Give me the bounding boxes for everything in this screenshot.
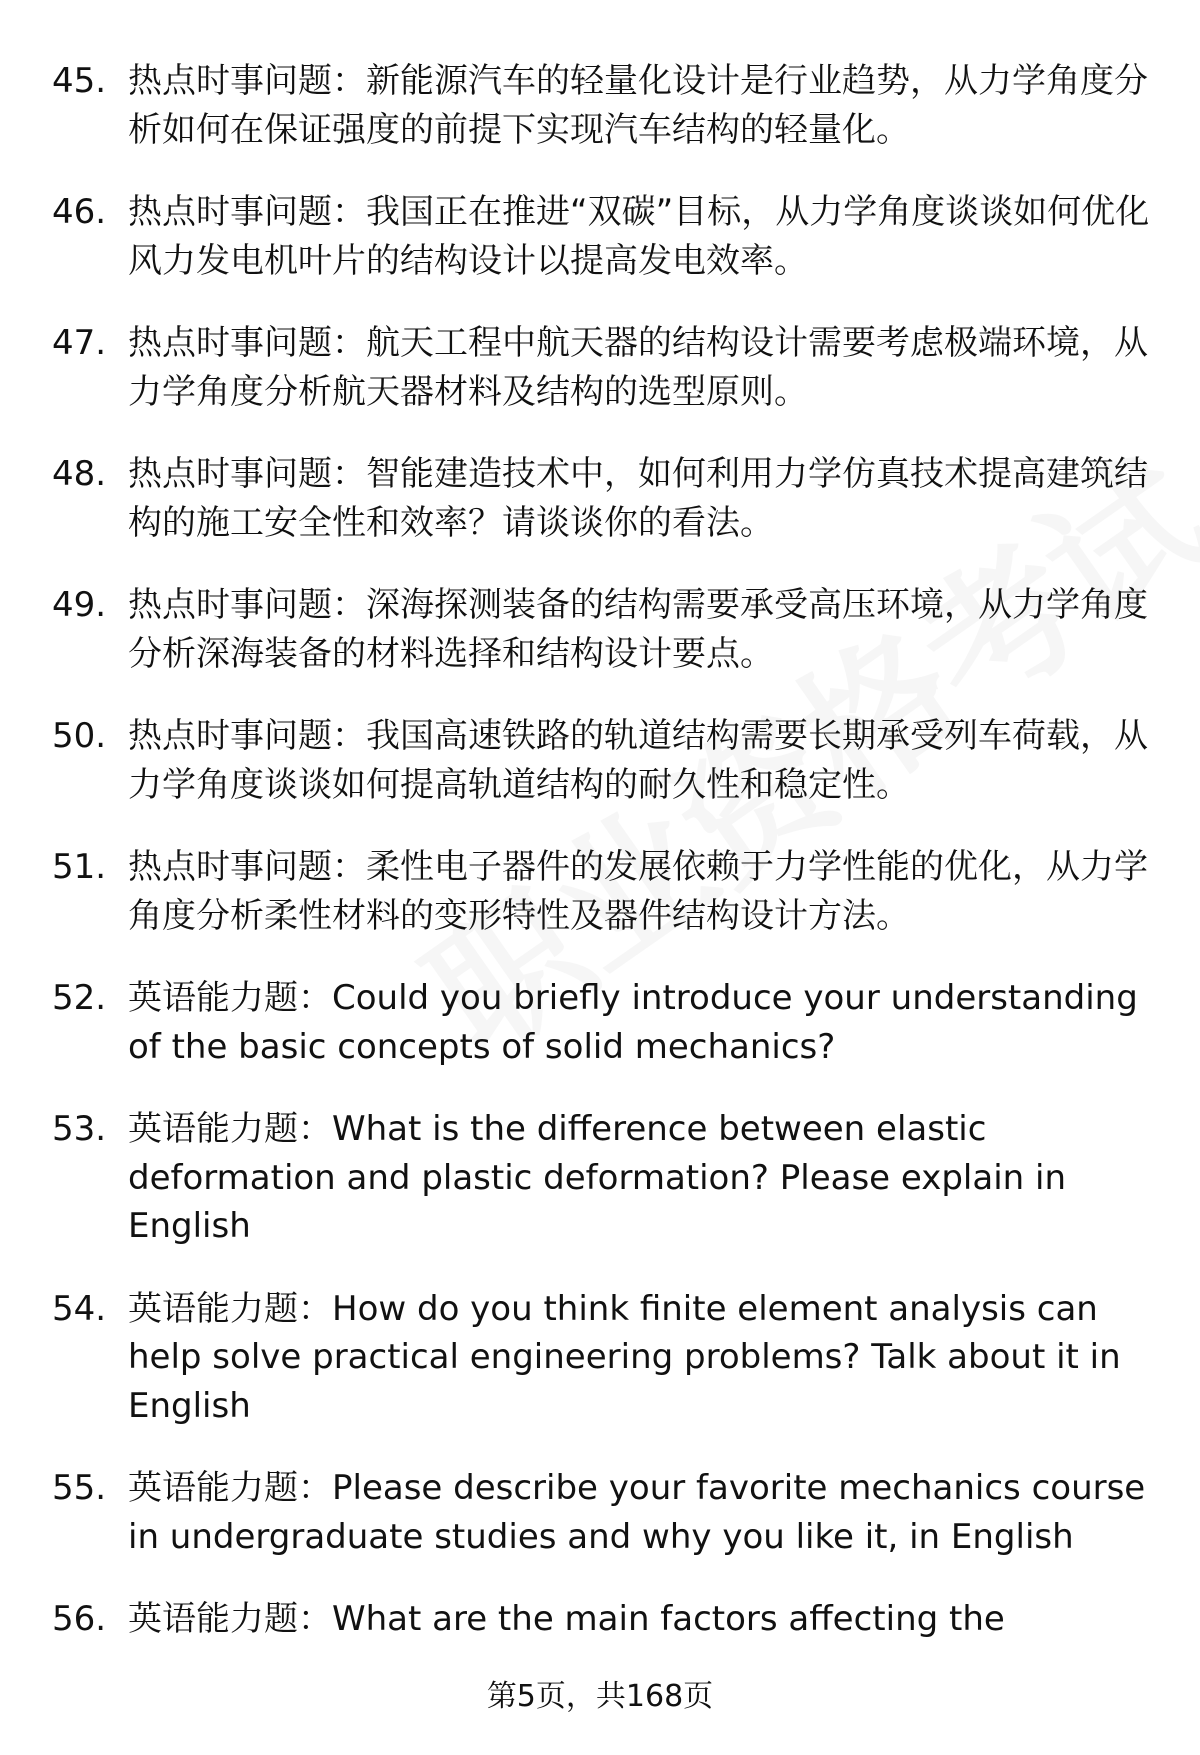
question-item [0,1105,1200,1251]
question-item [0,1595,1200,1644]
question-text [128,57,1160,154]
question-number: 54. [52,1288,107,1329]
question-body: 柔性电子器件的发展依赖于力学性能的优化，从力学角度分析柔性材料的变形特性及器件结构设计方法。 [128,847,1148,936]
question-number: 55. [52,1468,107,1508]
question-category: 热点时事问题 [128,192,332,232]
question-category: 热点时事问题 [128,323,332,363]
question-item [0,581,1200,678]
question-text [128,1595,1160,1644]
question-separator: ： [298,1599,332,1639]
question-list [0,57,1200,1678]
question-item [0,319,1200,416]
question-number: 51. [52,847,107,887]
question-item [0,1464,1200,1561]
question-item [0,974,1200,1071]
question-number: 50. [52,716,107,756]
question-separator: ： [298,1109,332,1149]
question-number: 47. [52,323,107,363]
question-body: 深海探测装备的结构需要承受高压环境，从力学角度分析深海装备的材料选择和结构设计要点。 [128,585,1148,674]
question-separator: ： [332,323,366,363]
question-text [128,1285,1160,1431]
question-text [128,974,1160,1071]
question-category: 热点时事问题 [128,585,332,625]
question-item [0,1285,1200,1431]
question-category: 英语能力题 [128,1288,298,1329]
question-body: What are the main factors affecting the [332,1599,1005,1639]
question-category: 热点时事问题 [128,454,332,494]
question-text [128,843,1160,940]
question-category: 热点时事问题 [128,61,332,101]
question-body: What is the difference between elastic deformation and plastic deformation? Please explain in English [128,1109,1067,1246]
question-item [0,450,1200,547]
question-text [128,1464,1160,1561]
question-separator: ： [298,1288,332,1329]
question-text [128,712,1160,809]
question-number: 53. [52,1109,107,1149]
question-category: 热点时事问题 [128,716,332,756]
question-text [128,188,1160,285]
question-separator: ： [332,585,366,625]
question-category: 热点时事问题 [128,847,332,887]
question-separator: ： [332,847,366,887]
question-body: How do you think finite element analysis can help solve practical engineering problems? Talk about it in English [128,1288,1121,1426]
question-body: 智能建造技术中，如何利用力学仿真技术提高建筑结构的施工安全性和效率？请谈谈你的看法。 [128,454,1148,543]
question-number: 45. [52,61,107,101]
question-separator: ： [332,192,366,232]
question-category: 英语能力题 [128,1109,298,1149]
question-item [0,712,1200,809]
question-category: 英语能力题 [128,978,298,1018]
question-body: Could you briefly introduce your understanding of the basic concepts of solid mechanics? [128,978,1138,1067]
question-body: Please describe your favorite mechanics course in undergraduate studies and why you like it, in English [128,1468,1146,1557]
question-category: 英语能力题 [128,1599,298,1639]
question-number: 56. [52,1599,107,1639]
question-number: 48. [52,454,107,494]
question-text [128,450,1160,547]
question-body: 新能源汽车的轻量化设计是行业趋势，从力学角度分析如何在保证强度的前提下实现汽车结构的轻量化。 [128,61,1148,150]
question-separator: ： [332,61,366,101]
page-number-footer: 第5页，共168页 [486,1679,714,1714]
question-number: 49. [52,585,107,625]
question-separator: ： [298,1468,332,1508]
question-separator: ： [332,716,366,756]
question-category: 英语能力题 [128,1468,298,1508]
question-text [128,1105,1160,1251]
question-number: 46. [52,192,107,232]
question-item [0,843,1200,940]
question-item [0,188,1200,285]
question-body: 航天工程中航天器的结构设计需要考虑极端环境，从力学角度分析航天器材料及结构的选型原则。 [128,323,1148,412]
question-item [0,57,1200,154]
question-number: 52. [52,978,107,1018]
question-text [128,319,1160,416]
question-body: 我国高速铁路的轨道结构需要长期承受列车荷载，从力学角度谈谈如何提高轨道结构的耐久性和稳定性。 [128,716,1148,805]
question-separator: ： [332,454,366,494]
question-body: 我国正在推进“双碳”目标，从力学角度谈谈如何优化风力发电机叶片的结构设计以提高发电效率。 [128,192,1150,281]
question-text [128,581,1160,678]
question-separator: ： [298,978,332,1018]
